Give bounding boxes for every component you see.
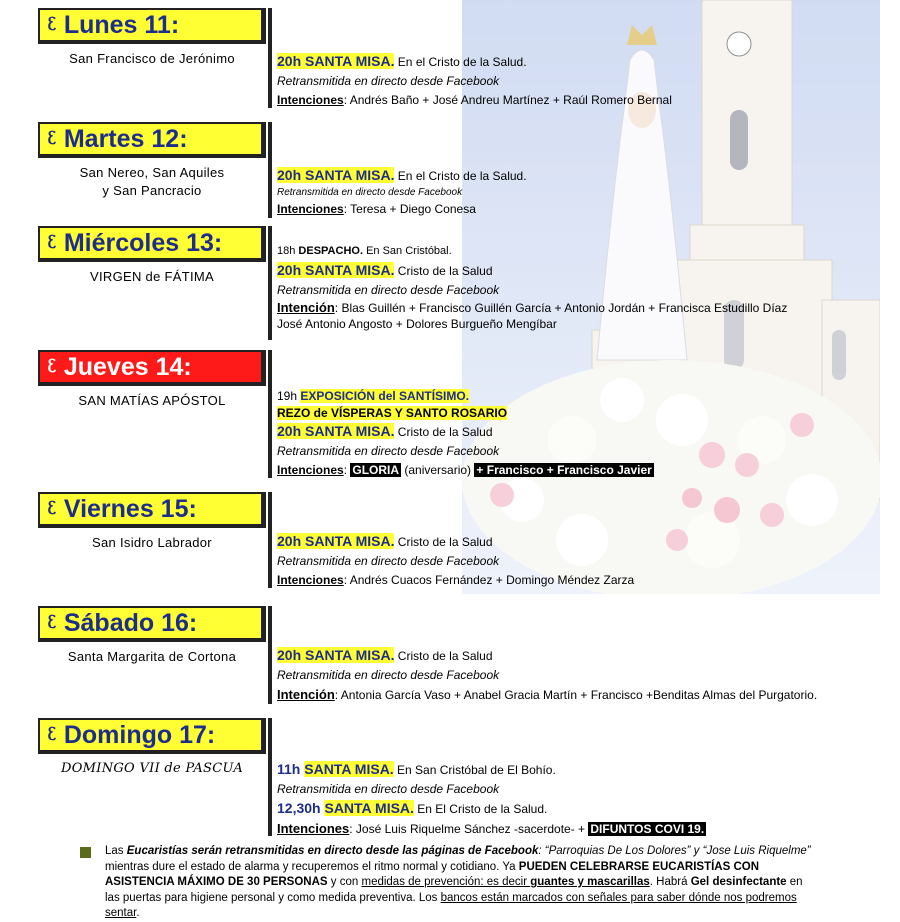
day-header-martes <box>38 122 266 158</box>
divider <box>268 492 272 588</box>
events-jueves: 19h EXPOSICIÓN del SANTÍSIMO. REZO de VÍSPERAS Y SANTO ROSARIO 20h SANTA MISA. Cristo de la Salud Retransmitida en directo desde Facebook Intenciones: GLORIA (aniversario) + Francisco + Francisco Javier <box>277 389 652 477</box>
day-title: Lunes 11: <box>63 10 180 39</box>
divider <box>268 226 272 340</box>
events-viernes: 20h SANTA MISA. Cristo de la Salud Retransmitida en directo desde Facebook Intenciones: Andrés Cuacos Fernández + Domingo Méndez Zarza <box>277 533 635 587</box>
day-title: Sábado 16: <box>63 608 198 637</box>
day-title: Domingo 17: <box>63 720 216 749</box>
day-header-sabado <box>38 606 266 642</box>
day-title: Miércoles 13: <box>63 228 223 257</box>
divider <box>268 122 272 218</box>
day-block-miercoles <box>38 226 266 286</box>
day-block-sabado <box>38 606 266 666</box>
day-title: Martes 12: <box>63 124 188 153</box>
events-domingo: 11h SANTA MISA. En San Cristóbal de El Bohío. Retransmitida en directo desde Facebook 12,30h SANTA MISA. En El Cristo de la Salud. Intenciones: José Luis Riquelme Sánchez -sacerdote- + DIFUNTOS COVI 19. <box>277 761 705 836</box>
cross-icon: ᦷ <box>48 724 56 744</box>
bullet-icon <box>80 847 91 858</box>
saint-name: DOMINGO VII de PASCUA <box>60 761 244 776</box>
divider <box>268 8 272 108</box>
cross-icon: ᦷ <box>48 356 56 376</box>
saint-name: Santa Margarita de Cortona <box>67 649 237 664</box>
day-block-martes <box>38 122 266 200</box>
divider <box>268 350 272 478</box>
day-header-miercoles <box>38 226 266 262</box>
saint-name: San Francisco de Jerónimo <box>69 51 235 66</box>
cross-icon: ᦷ <box>48 498 56 518</box>
day-header-domingo <box>38 718 266 754</box>
day-header-viernes <box>38 492 266 528</box>
day-title: Jueves 14: <box>63 352 192 381</box>
events-miercoles: 18h DESPACHO. En San Cristóbal. 20h SANTA MISA. Cristo de la Salud Retransmitida en directo desde Facebook Intención: Blas Guillén + Francisco Guillén García + Antonio Jordán + Francisca Estudillo Díaz José Antonio Angosto + Dolores Burgueño Mengíbar <box>277 245 788 331</box>
day-header-lunes <box>38 8 266 44</box>
saint-name: SAN MATÍAS APÓSTOL <box>78 393 226 408</box>
cross-icon: ᦷ <box>48 128 56 148</box>
events-lunes: 20h SANTA MISA. En el Cristo de la Salud. Retransmitida en directo desde Facebook Intenciones: Andrés Baño + José Andreu Martínez + Raúl Romero Bernal <box>277 53 672 107</box>
day-block-domingo <box>38 718 266 778</box>
day-block-jueves <box>38 350 266 410</box>
events-sabado: 20h SANTA MISA. Cristo de la Salud Retransmitida en directo desde Facebook Intención: Antonia García Vaso + Anabel Gracia Martín + Francisco +Benditas Almas del Purgatorio. <box>277 647 818 702</box>
day-block-viernes <box>38 492 266 552</box>
footer-note: Las Eucaristías serán retransmitidas en directo desde las páginas de Facebook: “Parroquias De Los Dolores” y “Jose Luis Riquelme” mientras dure el estado de alarma y recuperemos el ritmo normal y cotidiano. Ya PUEDEN CELEBRARSE EUCARISTÍAS CON ASISTENCIA MÁXIMO DE 30 PERSONAS y con medidas de prevención: es decir guantes y mascarillas. Habrá Gel desinfectante en las puertas para higiene personal y como medida preventiva. Los bancos están marcados con señales para saber dónde nos podremos sentar. <box>80 844 820 922</box>
saint-name: San Isidro Labrador <box>92 535 212 550</box>
cross-icon: ᦷ <box>48 14 56 34</box>
events-martes: 20h SANTA MISA. En el Cristo de la Salud. Retransmitida en directo desde Facebook Intenciones: Teresa + Diego Conesa <box>277 167 527 216</box>
cross-icon: ᦷ <box>48 232 56 252</box>
divider <box>268 606 272 704</box>
saint-name: VIRGEN de FÁTIMA <box>90 269 214 284</box>
cross-icon: ᦷ <box>48 612 56 632</box>
day-header-jueves <box>38 350 266 386</box>
divider <box>268 718 272 836</box>
day-block-lunes <box>38 8 266 68</box>
saint-name: San Nereo, San Aquiles y San Pancracio <box>79 165 225 198</box>
day-title: Viernes 15: <box>63 494 197 523</box>
